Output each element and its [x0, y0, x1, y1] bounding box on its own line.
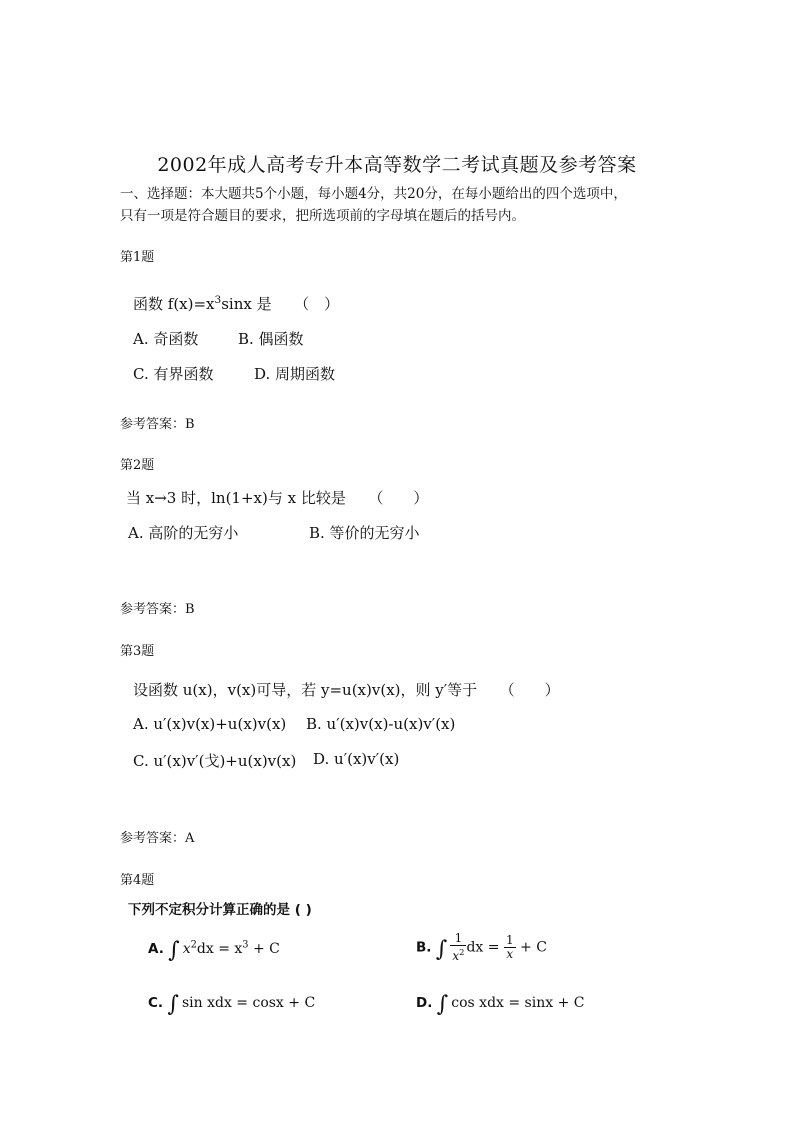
integral-sign-icon: ∫ [167, 992, 179, 1017]
option-d-expression: cos xdx = sinx + C [451, 995, 585, 1011]
question-1-option-b: B. 偶函数 [238, 330, 304, 348]
option-a-label: A. [148, 941, 164, 957]
option-b-den-var: x [452, 949, 460, 963]
question-1-option-c: C. 有界函数 [133, 365, 214, 383]
intro-line-2: 只有一项是符合题目的要求，把所选项前的字母填在题后的括号内。 [120, 208, 525, 224]
option-b-den-sup: 2 [459, 947, 465, 957]
question-2-stem: 当 x→3 时，ln(1+x)与 x 比较是 （ ） [126, 489, 429, 507]
option-b-numerator: 1 [450, 932, 466, 946]
question-1-stem-post: sinx 是 （ ） [221, 295, 340, 313]
question-4-header: 第4题 [120, 873, 155, 888]
option-b-rhs-denominator [504, 948, 516, 961]
option-b-rhs-numerator: 1 [505, 933, 514, 947]
question-4-option-c [148, 992, 315, 1017]
question-3-answer: 参考答案：A [120, 831, 195, 846]
option-b-tail: + C [515, 939, 547, 956]
option-b-fraction [450, 932, 466, 963]
option-b-rhs-fraction [504, 934, 516, 961]
question-4-option-b [416, 932, 547, 963]
question-3-header: 第3题 [120, 644, 155, 659]
question-2-option-b: B. 等价的无穷小 [309, 524, 420, 542]
question-2-option-a: A. 高阶的无穷小 [128, 524, 239, 542]
question-1-stem-pre: 函数 f(x)=x [133, 295, 215, 313]
question-3-option-b: B. u′(x)v(x)-u(x)v′(x) [306, 715, 456, 733]
question-3-option-d: D. u′(x)v′(x) [313, 750, 400, 768]
option-b-label: B. [416, 939, 432, 956]
option-d-label: D. [416, 995, 433, 1011]
question-3-stem: 设函数 u(x)，v(x)可导，若 y=u(x)v(x)，则 y′等于 （ ） [133, 681, 560, 699]
question-2-header: 第2题 [120, 458, 155, 473]
option-a-integrand: x [182, 941, 191, 957]
question-1-option-d: D. 周期函数 [254, 365, 336, 383]
page-title: 2002年成人高考专升本高等数学二考试真题及参考答案 [157, 154, 637, 176]
question-1-stem [133, 293, 339, 314]
question-2-answer: 参考答案：B [120, 602, 195, 617]
option-a-integrand-sup: 2 [190, 939, 197, 951]
option-b-denominator [450, 946, 466, 963]
question-1-answer: 参考答案：B [120, 417, 195, 432]
option-a-tail: + C [248, 941, 280, 957]
option-c-expression: sin xdx = cosx + C [181, 995, 316, 1011]
integral-sign-icon: ∫ [436, 992, 449, 1017]
question-1-stem-sup: 3 [214, 294, 222, 306]
option-a-rhs-sup: 3 [242, 939, 249, 951]
question-3-option-c: C. u′(x)v′(戈)+u(x)v(x) [133, 752, 297, 770]
question-4-option-d [416, 992, 584, 1017]
integral-sign-icon: ∫ [435, 936, 448, 962]
question-1-option-a: A. 奇函数 [133, 330, 199, 348]
integral-sign-icon: ∫ [168, 938, 180, 963]
question-1-header: 第1题 [120, 250, 155, 265]
option-a-middle: dx = x [196, 941, 243, 957]
question-4-option-a [148, 938, 280, 963]
option-b-middle: dx = [466, 939, 504, 956]
question-4-stem: 下列不定积分计算正确的是 ( ) [128, 902, 312, 918]
option-b-rhs-den-var: x [506, 947, 514, 961]
question-3-option-a: A. u′(x)v(x)+u(x)v(x) [133, 715, 287, 733]
intro-line-1: 一、选择题：本大题共5个小题，每小题4分，共20分，在每小题给出的四个选项中， [120, 186, 627, 202]
option-c-label: C. [148, 995, 164, 1011]
